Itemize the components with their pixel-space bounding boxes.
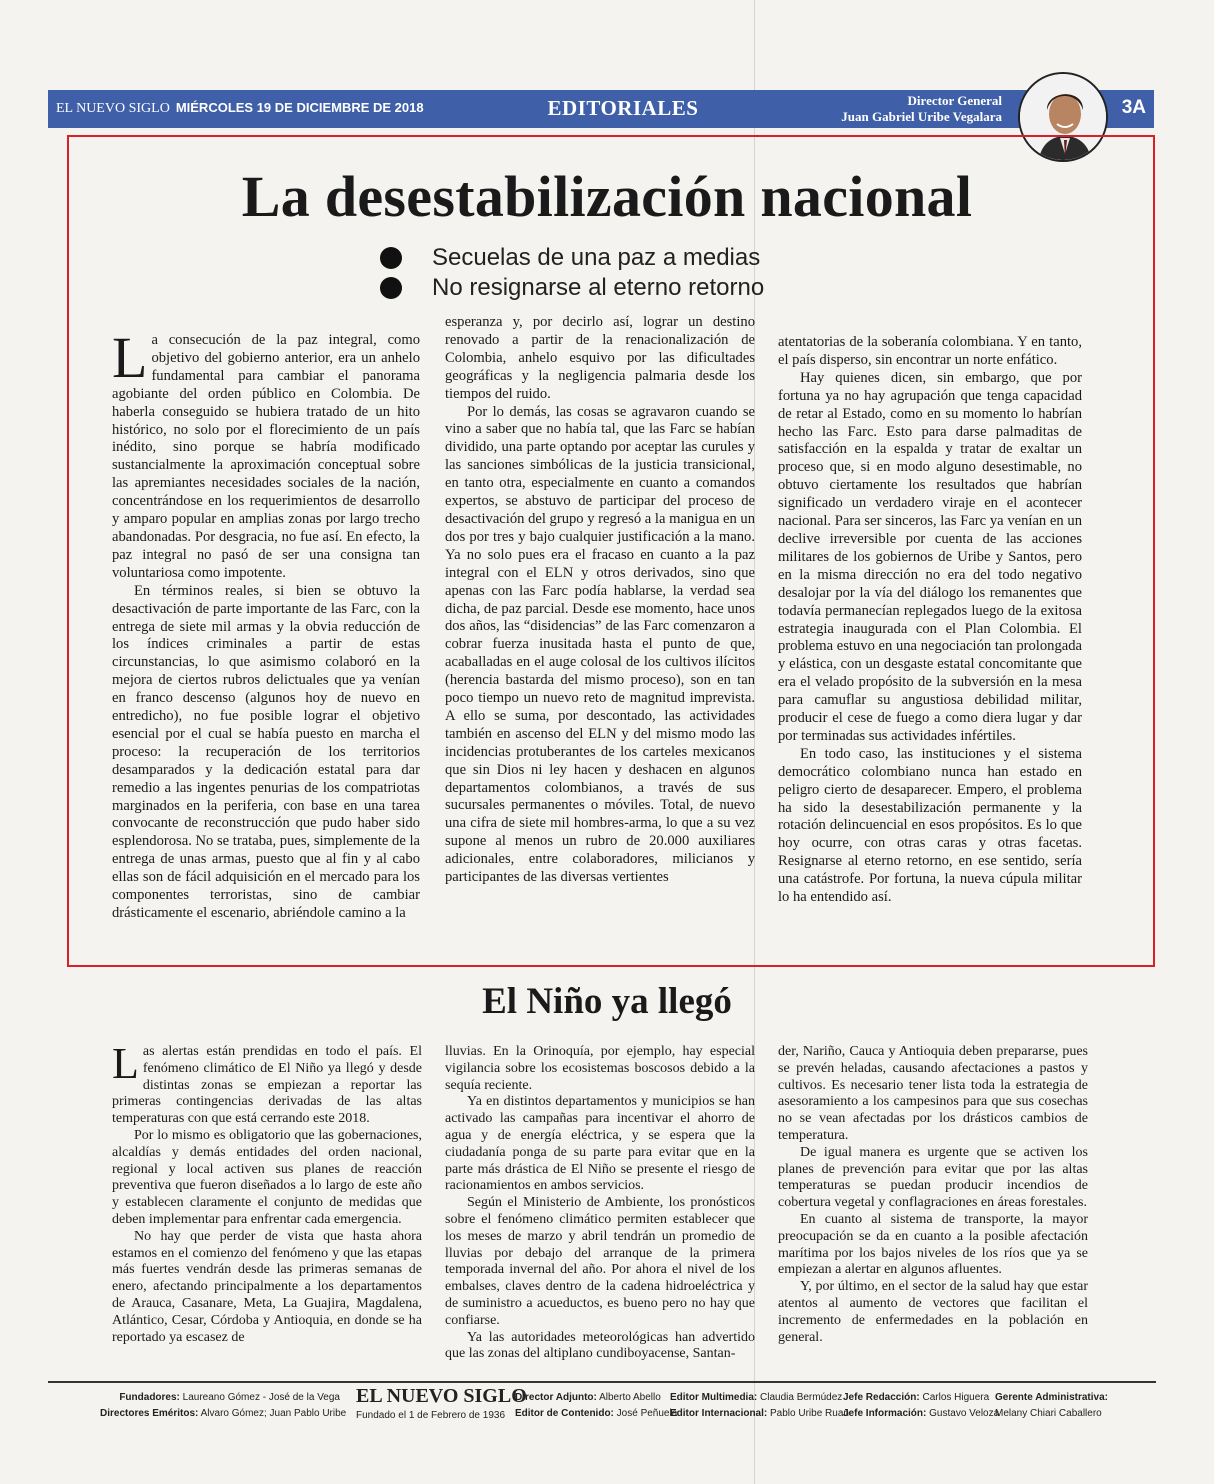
- footer-masthead: [356, 1384, 527, 1424]
- second-editorial-column-2: [445, 1044, 755, 1360]
- second-editorial-headline: El Niño ya llegó: [482, 981, 732, 1022]
- footer-credits-2: [670, 1390, 849, 1422]
- credit-label: Editor de Contenido:: [515, 1408, 614, 1419]
- article-paragraph: Y, por último, en el sector de la salud hay que estar atentos al aumento de vectores que facilitan el incremento de enfermedades en la población en general.: [778, 1279, 1088, 1345]
- credit-name: Pablo Uribe Ruan: [770, 1408, 849, 1419]
- page-number: 3A: [1121, 97, 1146, 118]
- credit-label: Director Adjunto:: [515, 1392, 597, 1403]
- credit-label: Editor Multimedia:: [670, 1392, 758, 1403]
- article-paragraph: [112, 332, 420, 583]
- header-masthead: [56, 100, 424, 117]
- footer-divider: [48, 1381, 1156, 1383]
- second-editorial-column-1: [112, 1044, 422, 1360]
- bullet-icon: [380, 247, 402, 269]
- subhead-item: [380, 273, 764, 303]
- credit-label: Gerente Administrativa:: [995, 1392, 1108, 1403]
- credit-name: José Peñuela: [616, 1408, 678, 1419]
- credit-name: Carlos Higuera: [922, 1392, 990, 1403]
- credit-label: Jefe Información:: [843, 1408, 927, 1419]
- paragraph-text: a consecución de la paz integral, como objetivo del gobierno anterior, era un anhelo fundamental para cambiar el panorama agobiante del orden público en Colombia. De haberla conseguido se hubiera tratado de un hito histórico, no solo por el florecimiento de un país inédito, sino porque se habría modificado sustancialmente la aproximación conceptual sobre las apremiantes necesidades sociales de la nación, concentrándose en los requerimientos de desarrollo y amparo popular en amplias zonas por largo trecho abandonadas. Por desgracia, no fue así. En efecto, la paz integral no pasó de ser una consigna tan voluntariosa como impotente.: [112, 332, 420, 581]
- editorial-column-2: [445, 314, 755, 950]
- emeritus-label: Directores Eméritos:: [100, 1408, 199, 1419]
- founders-names: Laureano Gómez - José de la Vega: [182, 1392, 340, 1403]
- editorial-column-1: [112, 332, 420, 950]
- article-paragraph: Ya en distintos departamentos y municipios se han activado las campañas para incentivar el ahorro de agua y de energía eléctrica, y se espera que la ciudadanía ponga de su parte para evitar que en la parte más drástica de El Niño se presente el riesgo de racionamientos en ambos servicios.: [445, 1094, 755, 1194]
- founders-label: Fundadores:: [119, 1392, 180, 1403]
- footer-credits-4: [995, 1390, 1108, 1422]
- emeritus-names: Alvaro Gómez; Juan Pablo Uribe: [200, 1408, 347, 1419]
- director-title: Director General: [907, 93, 1002, 108]
- article-paragraph: De igual manera es urgente que se activen los planes de prevención para evitar que por las altas temperaturas se puedan producir incendios de cobertura vegetal y conflagraciones en áreas forestales.: [778, 1144, 1088, 1211]
- drop-cap: L: [112, 332, 148, 390]
- subhead-text: No resignarse al eterno retorno: [432, 274, 765, 301]
- credit-name: Alberto Abello: [599, 1392, 661, 1403]
- article-paragraph: Por lo mismo es obligatorio que las gobernaciones, alcaldías y demás entidades del orden nacional, regional y local activen sus planes de reacción preventiva que fueron diseñados a lo largo de este año y establecen claramente el conjunto de medidas que deben implementar para enfrentar cada emergencia.: [112, 1127, 422, 1227]
- bullet-icon: [380, 277, 402, 299]
- article-paragraph: En términos reales, si bien se obtuvo la desactivación de parte importante de las Farc, con la entrega de siete mil armas y la obvia reducción de los índices criminales a partir de estas circunstancias, lo que asimismo colaboró en la mejora de ciertos rubros delictuales que ya venían en franco descenso (algunos hoy de nuevo en entredicho), no fue posible lograr el objetivo esencial por el cual se había puesto en marcha el proceso: la recuperación de los territorios desamparados y la dedicación estatal para dar remedio a las ingentes penurias de los compatriotas marginados en la periferia, con base en una tarea convocante de reconstrucción que pudo haber sido esplendorosa. No se trataba, pues, simplemente de la entrega de unas armas, puesto que al fin y al cabo ellas son de fácil adquisición en el mercado para los componentes terroristas, sino de cambiar drásticamente el escenario, abriéndole camino a la: [112, 582, 420, 921]
- credit-name: Melany Chiari Caballero: [995, 1408, 1102, 1419]
- credit-name: Claudia Bermúdez: [760, 1392, 843, 1403]
- issue-date: MIÉRCOLES 19 DE DICIEMBRE DE 2018: [175, 100, 424, 115]
- credit-name: Gustavo Veloza: [929, 1408, 1000, 1419]
- footer-paper-name: EL NUEVO SIGLO: [356, 1385, 527, 1407]
- subhead-item: [380, 243, 764, 273]
- article-paragraph: lluvias. En la Orinoquía, por ejemplo, hay especial vigilancia sobre los ecosistemas boscosos debido a la sequía reciente.: [445, 1044, 755, 1093]
- footer-credits-1: [515, 1390, 677, 1422]
- article-paragraph: Hay quienes dicen, sin embargo, que por fortuna ya no hay agrupación que tenga capacidad de retar al Estado, como en su momento lo habrían hecho las Farc. Esto para darse palmaditas de satisfacción en la espalda y tratar de exaltar un proceso que, si en modo alguno desestimable, no obtuvo ciertamente los resultados que habrían significado un verdadero viraje en el acontecer nacional. Para ser sinceros, las Farc ya venían en un declive irreversible por cuenta de las acciones militares de los gobiernos de Uribe y Santos, pero en la misma dirección no era del todo negativo desalojar por la vía del diálogo los remanentes que todavía permanecían replegados luego de la exitosa estrategia inaugurada con el Plan Colombia. El problema estuvo en una negociación tan prolongada y elástica, con un desgaste estatal concomitante que era el velado propósito de la subversión en la mesa para camuflar su angustiosa debilidad militar, producir el cese de fuego a como diera lugar y dar por terminadas sus actividades infértiles.: [778, 369, 1082, 744]
- editorial-column-3: [778, 334, 1082, 950]
- editorial-subheads: [380, 243, 764, 303]
- paragraph-text: as alertas están prendidas en todo el país. El fenómeno climático de El Niño ya llegó y desde distintas zonas se empiezan a reportar las primeras contingencias derivadas de las altas temperaturas con que está cerrando este 2018.: [112, 1044, 422, 1127]
- second-editorial-column-3: [778, 1044, 1088, 1360]
- article-paragraph: Según el Ministerio de Ambiente, los pronósticos sobre el fenómeno climático permiten establecer que los meses de marzo y abril tendrán un promedio de lluvias por debajo del arranque de la primera temporada invernal del año. Por ahora el nivel de los embalses, claves dentro de la cadena hidroeléctrica y de suministro a acueductos, es bueno pero no hay que confiarse.: [445, 1195, 755, 1328]
- section-header: [48, 90, 1154, 128]
- article-paragraph: esperanza y, por decirlo así, lograr un destino renovado a partir de la renacionalización de Colombia, anhelo esquivo por las dificultades geográficas y la negligencia palmaria desde los tiempos del ruido.: [445, 314, 755, 402]
- article-paragraph: No hay que perder de vista que hasta ahora estamos en el comienzo del fenómeno y que las etapas más fuertes vendrán desde las primeras semanas de enero, afectando principalmente a los departamentos de Arauca, Casanare, Meta, La Guajira, Magdalena, Atlántico, Cesar, Córdoba y Antioquia, en donde se ha reportado ya escasez de: [112, 1228, 422, 1345]
- article-paragraph: Ya las autoridades meteorológicas han advertido que las zonas del altiplano cundiboyacense, Santan-: [445, 1329, 755, 1360]
- article-paragraph: [112, 1044, 422, 1128]
- article-paragraph: En cuanto al sistema de transporte, la mayor preocupación se da en cuanto a la posible afectación marítima por los bajos niveles de los ríos que ya se empiezan a alertar en algunos afluentes.: [778, 1211, 1088, 1278]
- article-paragraph: atentatorias de la soberanía colombiana. Y en tanto, el país disperso, sin encontrar un norte enfático.: [778, 334, 1082, 368]
- article-paragraph: En todo caso, las instituciones y el sistema democrático colombiano nunca han estado en peligro cierto de desaparecer. Empero, el problema ha sido la desestabilización permanente y la rotación delincuencial en esos propósitos. Es lo que hoy ocurre, con otras caras y otras facetas. Resignarse al eterno retorno, en ese sentido, sería una catástrofe. Por fortuna, la nueva cúpula militar lo ha entendido así.: [778, 745, 1082, 906]
- footer-founders: [100, 1390, 347, 1422]
- paper-name: EL NUEVO SIGLO: [56, 101, 170, 116]
- subhead-text: Secuelas de una paz a medias: [432, 244, 761, 271]
- director-name: Juan Gabriel Uribe Vegalara: [841, 109, 1002, 124]
- section-title: EDITORIALES: [547, 96, 699, 120]
- editorial-headline: La desestabilización nacional: [241, 164, 973, 229]
- footer-credits-3: [843, 1390, 999, 1422]
- article-paragraph: der, Nariño, Cauca y Antioquia deben prepararse, pues se prevén heladas, causando afectaciones a pastos y cultivos. Es necesario tener lista toda la estrategia de asesoramiento a los campesinos para que sus cosechas no se vean afectadas por los drásticos cambios de temperatura.: [778, 1044, 1088, 1143]
- credit-label: Jefe Redacción:: [843, 1392, 920, 1403]
- article-paragraph: Por lo demás, las cosas se agravaron cuando se vino a saber que no había tal, que las Farc se habían dividido, una parte optando por aceptar las curules y las sanciones simbólicas de la justicia transicional, en tanto otra, especialmente en cuanto a comandos expertos, se abstuvo de participar del proceso de desactivación del grupo y regresó a la manigua en un dos por tres y bajo cualquier justificación a la mano. Ya no solo pues era el fracaso en cuanto a la paz integral con el ELN y otros derivados, sino que apenas con las Farc podía hablarse, la verdad sea dicha, de paz parcial. Desde ese momento, hace unos dos años, las “disidencias” de las Farc comenzaron a cobrar fuerza inusitada hasta el punto de que, acaballadas en el auge colosal de los cultivos ilícitos (herencia bastarda del mismo proceso), son en tan poco tiempo un nuevo reto de magnitud imprevista. A ello se suma, por descontado, las actividades también en ascenso del ELN y del mismo modo las incidencias protuberantes de los carteles mexicanos que sin Dios ni ley hacen y deshacen en algunos departamentos colombianos, a través de sus sucursales permanentes o móviles. Total, de nuevo una cifra de siete mil hombres-arma, lo que a su vez supone al menos un rubro de 20.000 auxiliares adicionales, entre colaboradores, milicianos y participantes de las diversas vertientes: [445, 403, 755, 886]
- founded-date: Fundado el 1 de Febrero de 1936: [356, 1410, 505, 1421]
- drop-cap: L: [112, 1044, 139, 1088]
- credit-label: Editor Internacional:: [670, 1408, 768, 1419]
